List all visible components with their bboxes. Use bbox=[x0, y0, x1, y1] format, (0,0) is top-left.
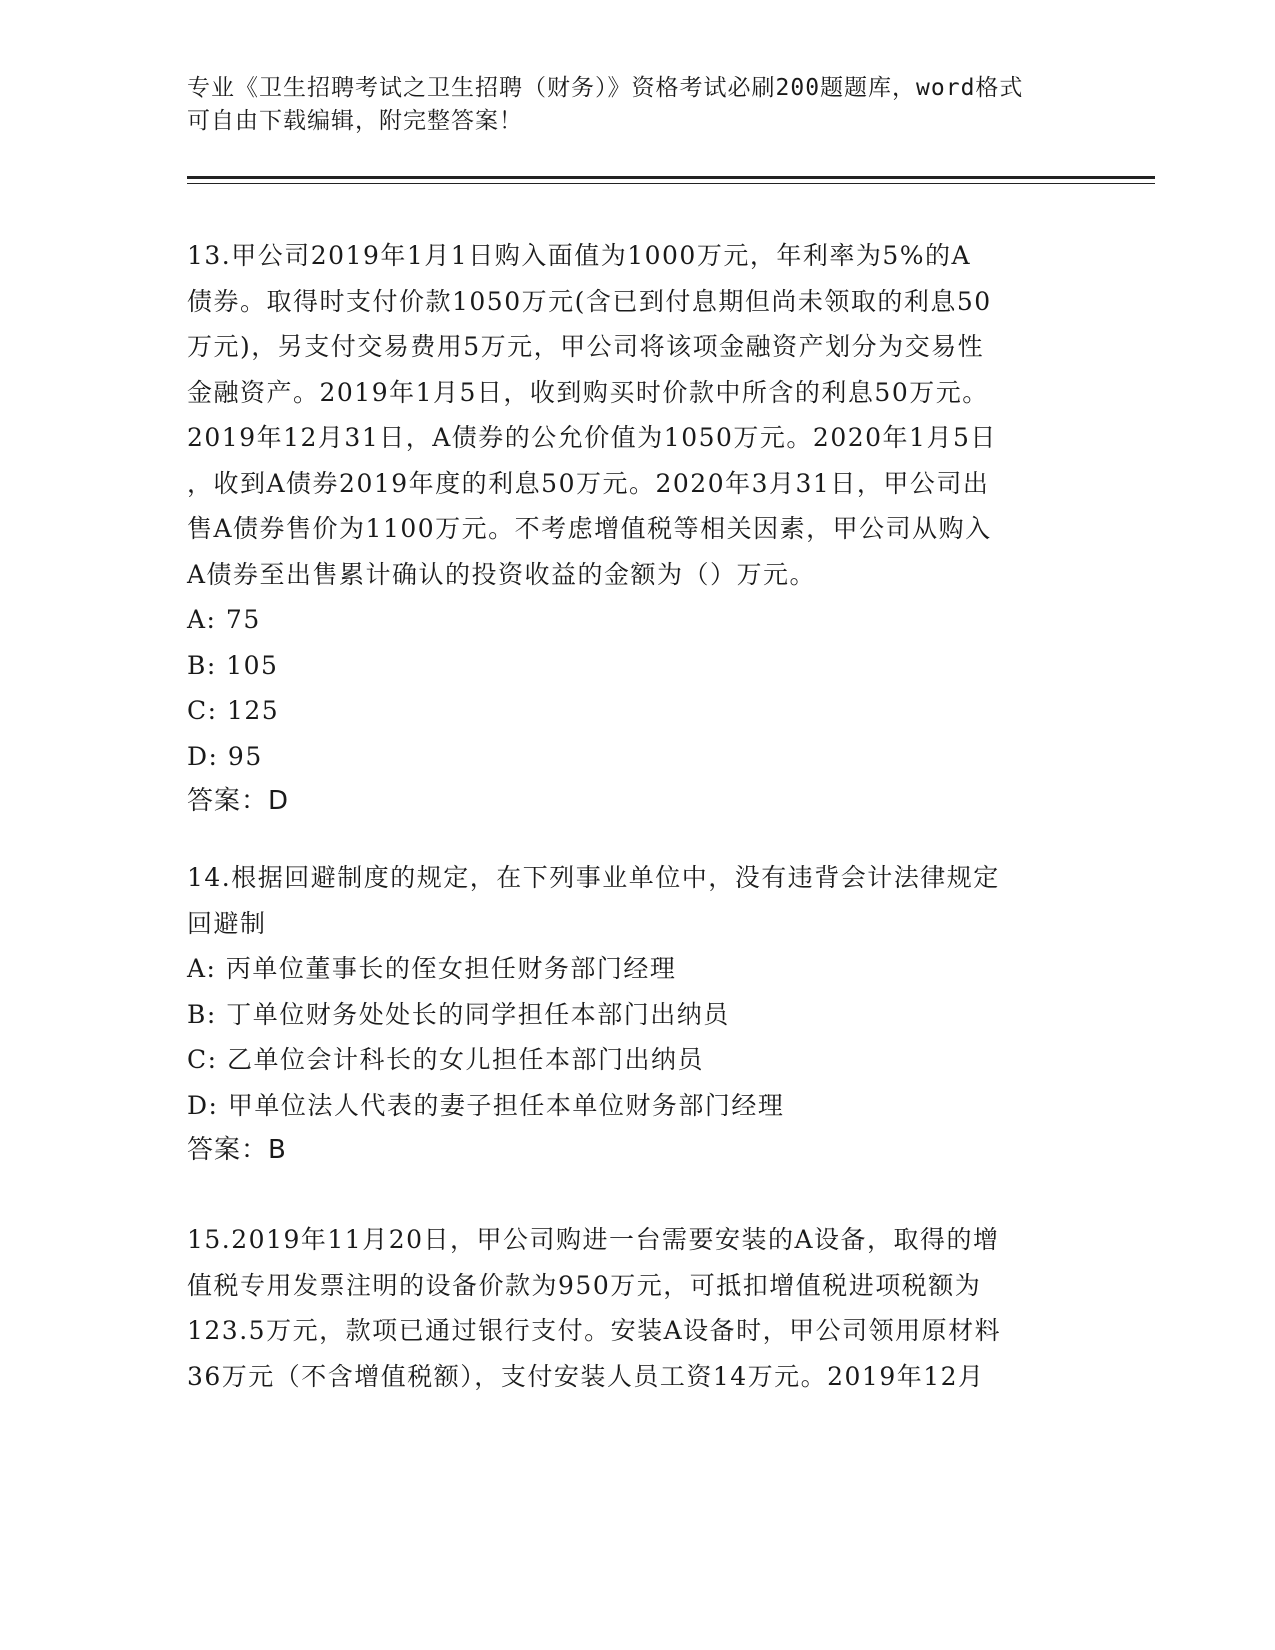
question-line: 万元)，另支付交易费用5万元，甲公司将该项金融资产划分为交易性 bbox=[187, 332, 985, 361]
answer-label: 答案：B bbox=[187, 1135, 287, 1165]
option-a: A: 75 bbox=[187, 605, 261, 634]
option-b: B: 丁单位财务处处长的同学担任本部门出纳员 bbox=[187, 999, 730, 1029]
option-d: D: 甲单位法人代表的妻子担任本单位财务部门经理 bbox=[187, 1090, 785, 1120]
question-line: 13.甲公司2019年1月1日购入面值为1000万元，年利率为5%的A bbox=[187, 241, 972, 270]
question-line: 2019年12月31日，A债券的公允价值为1050万元。2020年1月5日 bbox=[187, 423, 997, 452]
question-line: 值税专用发票注明的设备价款为950万元，可抵扣增值税进项税额为 bbox=[187, 1270, 982, 1300]
question-line: 14.根据回避制度的规定，在下列事业单位中，没有违背会计法律规定 bbox=[187, 863, 1000, 892]
question-line: A债券至出售累计确认的投资收益的金额为（）万元。 bbox=[187, 559, 817, 589]
question-list bbox=[187, 233, 1087, 1431]
header-line-2: 可自由下载编辑，附完整答案！ bbox=[187, 108, 523, 134]
question-13 bbox=[187, 233, 1087, 823]
question-line: 债券。取得时支付价款1050万元(含已到付息期但尚未领取的利息50 bbox=[187, 286, 992, 316]
document-header bbox=[187, 72, 1087, 138]
option-b: B: 105 bbox=[187, 650, 279, 680]
question-line: 15.2019年11月20日，甲公司购进一台需要安装的A设备，取得的增 bbox=[187, 1225, 1000, 1254]
option-a: A: 丙单位董事长的侄女担任财务部门经理 bbox=[187, 954, 677, 983]
question-15 bbox=[187, 1217, 1087, 1399]
header-divider-thick bbox=[187, 176, 1155, 179]
option-d: D: 95 bbox=[187, 741, 263, 771]
option-c: C: 乙单位会计科长的女儿担任本部门出纳员 bbox=[187, 1045, 704, 1074]
question-14 bbox=[187, 855, 1087, 1185]
question-line: 金融资产。2019年1月5日，收到购买时价款中所含的利息50万元。 bbox=[187, 377, 989, 407]
question-line: 123.5万元，款项已通过银行支付。安装A设备时，甲公司领用原材料 bbox=[187, 1316, 1002, 1345]
answer-label: 答案：D bbox=[187, 786, 290, 816]
question-line: 36万元（不含增值税额），支付安装人员工资14万元。2019年12月 bbox=[187, 1361, 985, 1391]
question-line: 售A债券售价为1100万元。不考虑增值税等相关因素，甲公司从购入 bbox=[187, 514, 992, 543]
question-line: ，收到A债券2019年度的利息50万元。2020年3月31日，甲公司出 bbox=[187, 468, 990, 498]
option-c: C: 125 bbox=[187, 696, 280, 725]
header-divider-thin bbox=[187, 183, 1155, 184]
question-line: 回避制 bbox=[187, 908, 267, 938]
header-line-1: 专业《卫生招聘考试之卫生招聘（财务）》资格考试必刷200题题库，word格式 bbox=[187, 75, 1024, 101]
